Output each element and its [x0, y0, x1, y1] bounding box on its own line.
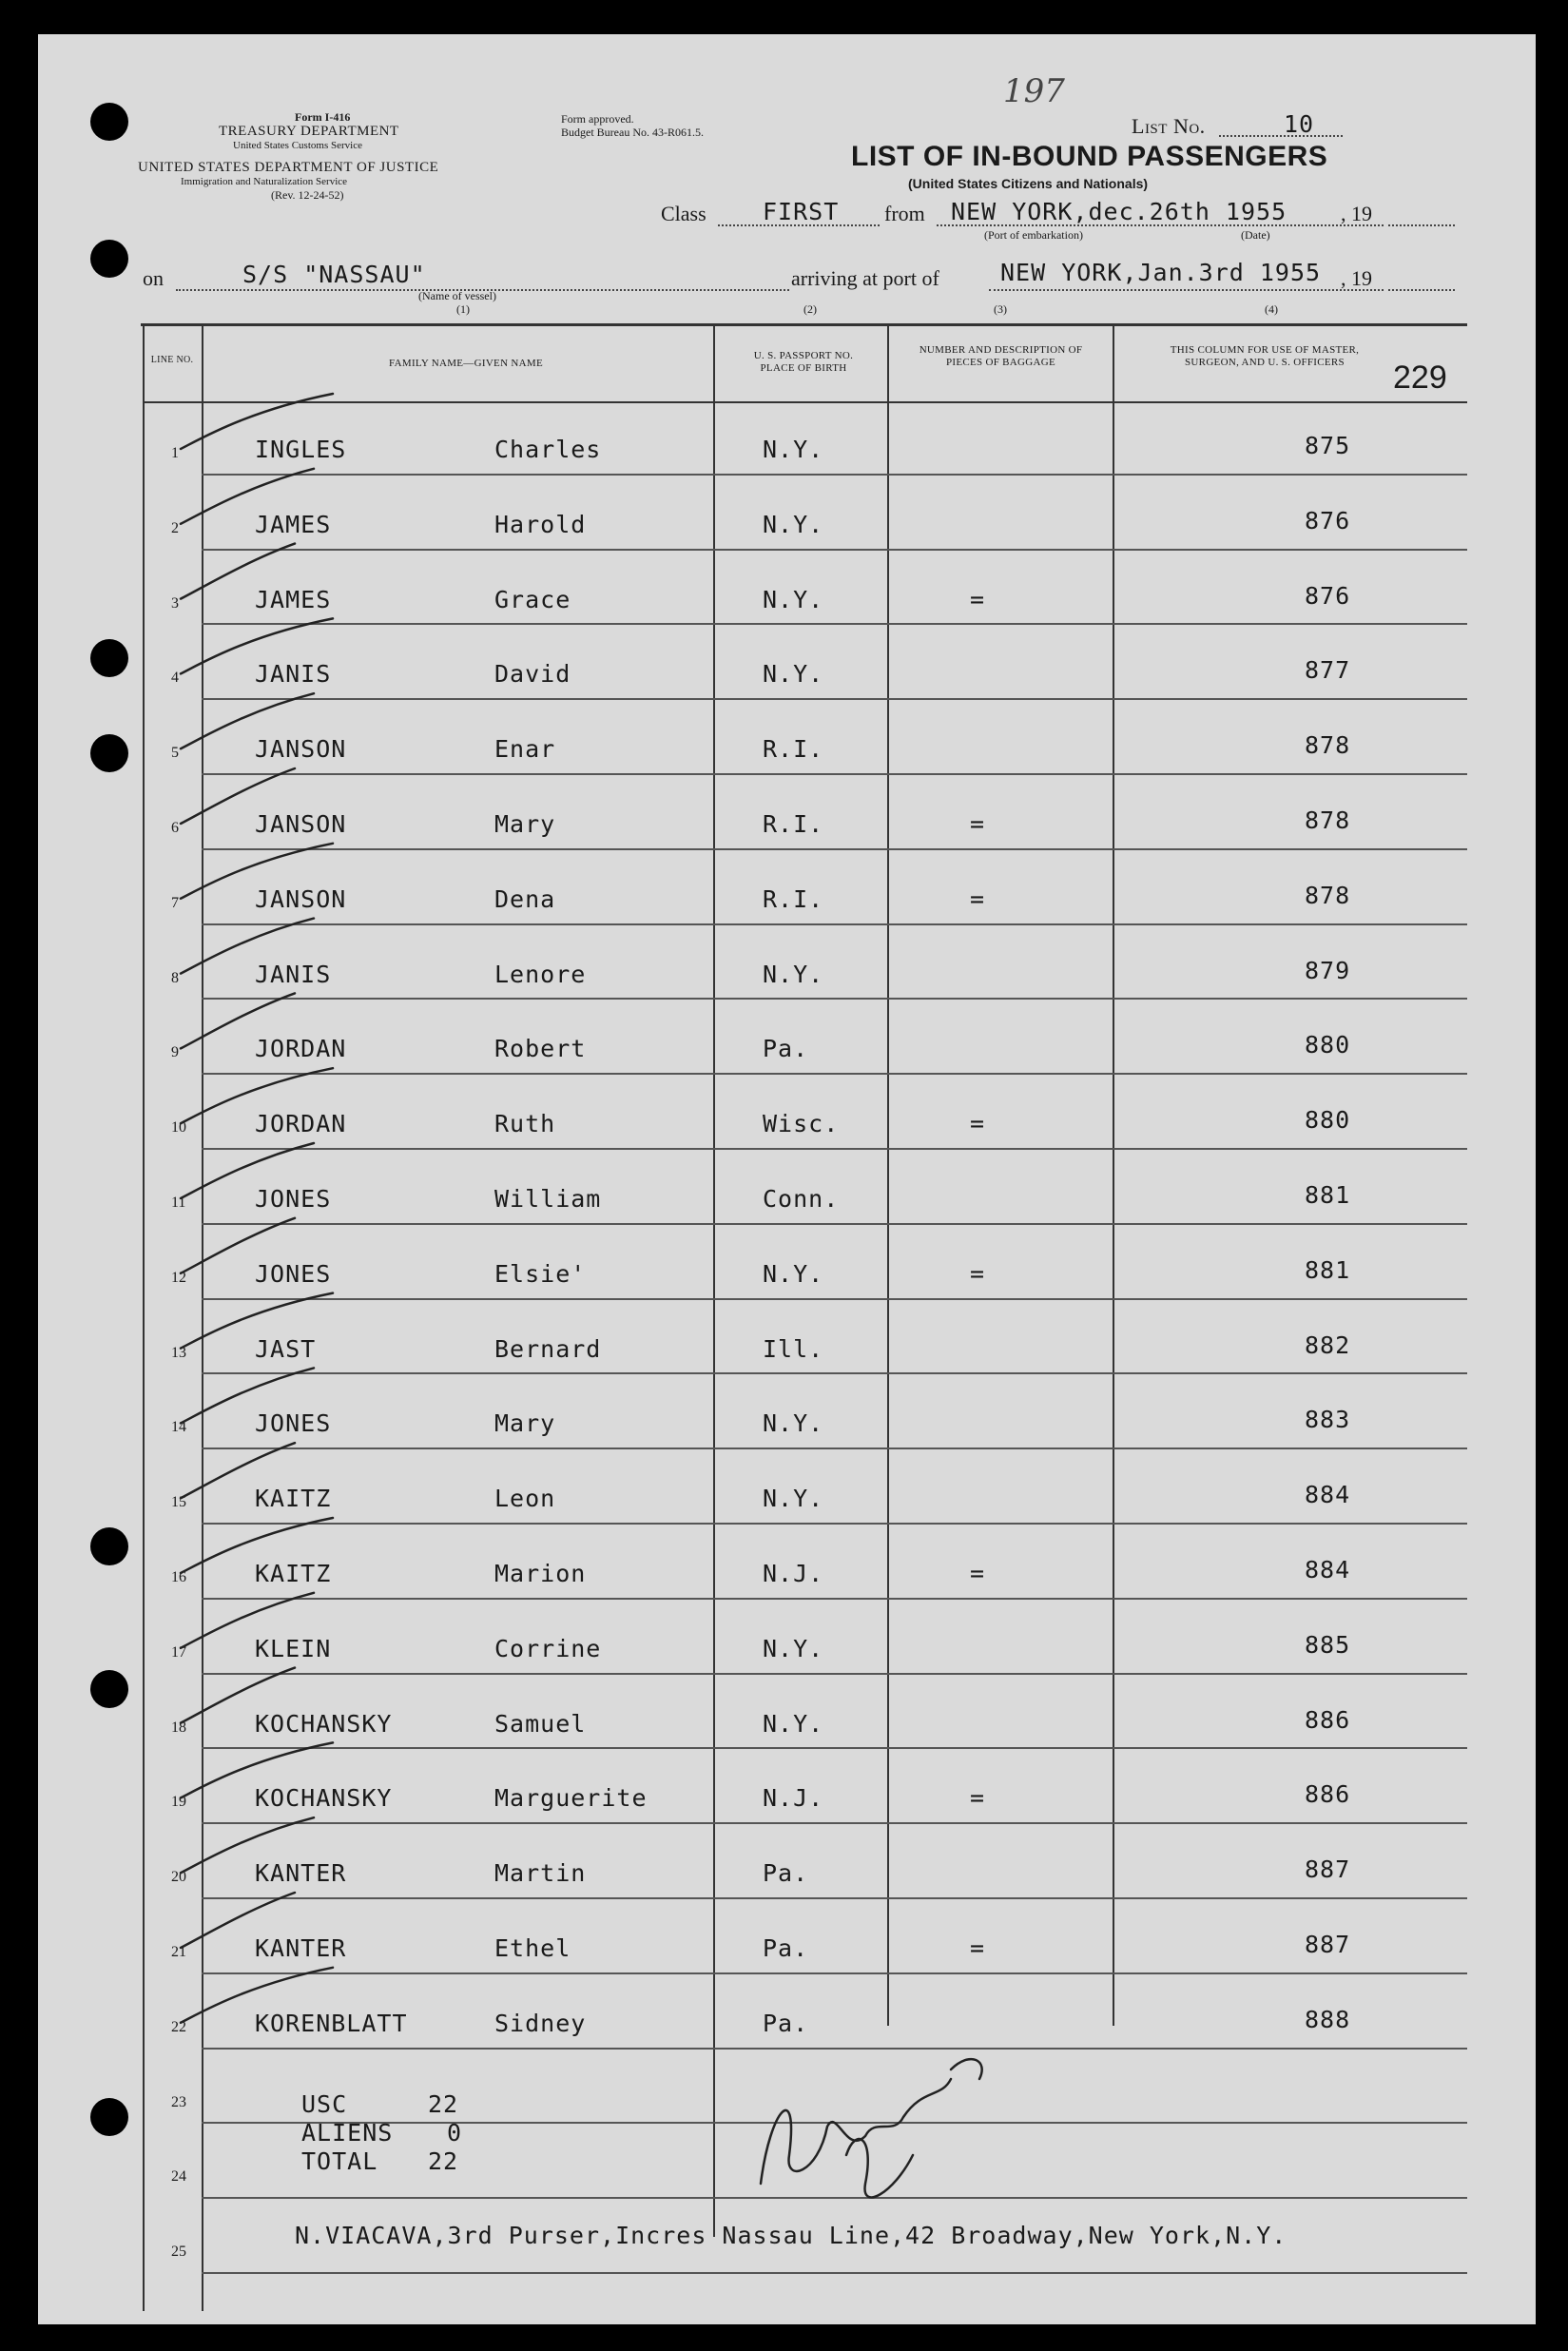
check-mark-icon [181, 1068, 333, 1123]
total-value: 22 [428, 2147, 459, 2175]
line-number: 6 [171, 820, 179, 836]
officer-number: 887 [1305, 1931, 1351, 1958]
family-name: JAST [255, 1334, 317, 1363]
aliens-label: ALIENS [301, 2119, 394, 2147]
date-note: (Date) [1241, 228, 1270, 242]
family-name: JORDAN [255, 1110, 347, 1138]
officer-number: 876 [1305, 581, 1351, 610]
place-of-birth: N.Y. [763, 510, 824, 538]
line-number: 16 [171, 1569, 186, 1585]
revision: (Rev. 12-24-52) [271, 188, 344, 202]
given-name: Robert [494, 1035, 587, 1063]
line-number: 25 [171, 2244, 186, 2261]
line-number: 2 [171, 519, 179, 536]
column-header-passport: U. S. PASSPORT NO. PLACE OF BIRTH [753, 350, 854, 374]
check-mark-icon [181, 1668, 295, 1723]
family-name: KLEIN [255, 1634, 332, 1662]
place-of-birth: Pa. [763, 1035, 809, 1063]
place-of-birth: N.Y. [763, 436, 824, 463]
department-of-justice: UNITED STATES DEPARTMENT OF JUSTICE [138, 160, 439, 175]
handwritten-top-number: 197 [1003, 72, 1065, 110]
document-subtitle: (United States Citizens and Nationals) [908, 176, 1149, 191]
baggage: = [970, 585, 986, 613]
check-mark-icon [181, 844, 333, 899]
line-number: 19 [171, 1794, 186, 1811]
check-mark-icon [181, 1518, 333, 1573]
family-name: JONES [255, 1409, 332, 1438]
given-name: William [494, 1185, 602, 1213]
given-name: Dena [494, 884, 556, 913]
family-name: KANTER [255, 1859, 347, 1888]
check-mark-icon [181, 919, 314, 974]
family-name: JORDAN [255, 1035, 347, 1063]
form-number: Form I-416 [295, 110, 351, 124]
officer-number: 878 [1305, 731, 1351, 760]
column-2-number: (2) [803, 302, 817, 316]
given-name: Marguerite [494, 1784, 648, 1813]
check-mark-icon [181, 394, 333, 449]
document-title: LIST OF IN-BOUND PASSENGERS [851, 141, 1328, 172]
line-number: 22 [171, 2018, 186, 2035]
column-header-baggage: NUMBER AND DESCRIPTION OF PIECES OF BAGGAGE [919, 344, 1083, 368]
check-mark-icon [181, 993, 295, 1048]
place-of-birth: R.I. [763, 735, 824, 764]
given-name: Mary [494, 810, 556, 838]
family-name: JAMES [255, 585, 332, 613]
total-label: TOTAL [301, 2147, 378, 2175]
given-name: Sidney [494, 2009, 587, 2037]
line-number: 13 [171, 1344, 186, 1361]
officer-number: 877 [1305, 656, 1351, 685]
line-number: 10 [171, 1119, 186, 1137]
from-value: NEW YORK,dec.26th 1955 [951, 198, 1287, 225]
arriving-value: NEW YORK,Jan.3rd 1955 [1000, 259, 1322, 286]
place-of-birth: N.J. [763, 1560, 824, 1587]
baggage: = [970, 884, 986, 913]
baggage: = [970, 1259, 986, 1288]
family-name: JANSON [255, 884, 347, 913]
officer-number: 882 [1305, 1331, 1351, 1359]
place-of-birth: N.J. [763, 1784, 824, 1813]
officer-number: 888 [1305, 2005, 1351, 2033]
officer-number: 887 [1305, 1856, 1351, 1884]
page-number: 229 [1393, 359, 1447, 396]
manifest-sheet [38, 34, 1536, 2324]
line-number: 9 [171, 1044, 179, 1061]
family-name: JANIS [255, 960, 332, 988]
class-value: FIRST [763, 198, 840, 225]
line-number: 17 [171, 1643, 186, 1661]
class-label: Class [661, 202, 707, 225]
place-of-birth: N.Y. [763, 660, 824, 689]
baggage: = [970, 1934, 986, 1962]
line-number: 1 [171, 445, 179, 461]
given-name: Lenore [494, 960, 587, 988]
family-name: JAMES [255, 510, 332, 538]
line-number: 11 [171, 1195, 186, 1211]
line-number: 8 [171, 969, 179, 986]
place-of-birth: Pa. [763, 1934, 809, 1962]
family-name: JONES [255, 1259, 332, 1288]
family-name: KORENBLATT [255, 2009, 408, 2037]
given-name: Charles [494, 436, 602, 463]
check-mark-icon [181, 618, 333, 673]
given-name: Leon [494, 1485, 556, 1513]
given-name: David [494, 660, 571, 689]
place-of-birth: R.I. [763, 810, 824, 838]
check-mark-icon [181, 1742, 333, 1797]
place-of-birth: N.Y. [763, 1485, 824, 1513]
column-4-number: (4) [1265, 302, 1278, 316]
line-number: 12 [171, 1269, 186, 1286]
purser-line: N.VIACAVA,3rd Purser,Incres Nassau Line,42 Broadway,New York,N.Y. [295, 2222, 1287, 2249]
officer-number: 880 [1305, 1106, 1351, 1135]
given-name: Ethel [494, 1934, 571, 1962]
vessel-name: S/S "NASSAU" [242, 261, 426, 288]
line-number: 5 [171, 745, 179, 762]
check-mark-icon [181, 1218, 295, 1273]
place-of-birth: N.Y. [763, 1634, 824, 1662]
given-name: Grace [494, 585, 571, 613]
given-name: Mary [494, 1409, 556, 1438]
place-of-birth: Ill. [763, 1334, 824, 1363]
baggage: = [970, 810, 986, 838]
family-name: KANTER [255, 1934, 347, 1962]
officer-number: 881 [1305, 1181, 1351, 1209]
budget-bureau: Budget Bureau No. 43-R061.5. [561, 126, 704, 139]
year-suffix: , 19 [1341, 202, 1372, 225]
from-label: from [884, 202, 925, 225]
place-of-birth: Conn. [763, 1185, 840, 1213]
usc-label: USC [301, 2090, 348, 2118]
vessel-note: (Name of vessel) [418, 289, 496, 302]
line-number: 20 [171, 1869, 186, 1886]
customs-service: United States Customs Service [233, 140, 362, 151]
given-name: Enar [494, 735, 556, 764]
check-mark-icon [181, 469, 314, 524]
aliens-value: 0 [447, 2119, 463, 2147]
column-header-line-no: LINE NO. [150, 355, 194, 365]
given-name: Harold [494, 510, 587, 538]
line-number: 3 [171, 594, 179, 612]
line-number: 15 [171, 1494, 186, 1511]
given-name: Bernard [494, 1334, 602, 1363]
check-mark-icon [181, 1593, 314, 1648]
usc-value: 22 [428, 2090, 459, 2118]
given-name: Ruth [494, 1110, 556, 1138]
line-number: 24 [171, 2168, 186, 2186]
treasury-department: TREASURY DEPARTMENT [219, 124, 399, 139]
check-mark-icon [181, 1968, 333, 2023]
officer-number: 884 [1305, 1481, 1351, 1509]
place-of-birth: N.Y. [763, 960, 824, 988]
check-mark-icon [181, 1368, 314, 1423]
officer-number: 875 [1305, 432, 1351, 459]
place-of-birth: Pa. [763, 1859, 809, 1888]
column-1-number: (1) [456, 302, 470, 316]
family-name: JANIS [255, 660, 332, 689]
list-no-label: List No. [1132, 114, 1206, 138]
officer-number: 879 [1305, 956, 1351, 984]
given-name: Martin [494, 1859, 587, 1888]
family-name: JANSON [255, 735, 347, 764]
officer-number: 878 [1305, 881, 1351, 909]
officer-number: 876 [1305, 506, 1351, 534]
ins: Immigration and Naturalization Service [181, 176, 348, 187]
column-header-officers: THIS COLUMN FOR USE OF MASTER, SURGEON, AND U. S. OFFICERS [1170, 344, 1360, 368]
given-name: Samuel [494, 1709, 587, 1738]
check-mark-icon [181, 1293, 333, 1349]
baggage: = [970, 1784, 986, 1813]
column-header-name: FAMILY NAME—GIVEN NAME [389, 358, 543, 369]
year-suffix: , 19 [1341, 266, 1372, 290]
place-of-birth: N.Y. [763, 1409, 824, 1438]
family-name: KAITZ [255, 1485, 332, 1513]
given-name: Corrine [494, 1634, 602, 1662]
arriving-label: arriving at port of [791, 266, 939, 290]
place-of-birth: Wisc. [763, 1110, 840, 1138]
baggage: = [970, 1560, 986, 1587]
family-name: JONES [255, 1185, 332, 1213]
officer-number: 883 [1305, 1406, 1351, 1434]
place-of-birth: Pa. [763, 2009, 809, 2037]
line-number: 7 [171, 894, 179, 911]
officer-number: 884 [1305, 1556, 1351, 1584]
family-name: KAITZ [255, 1560, 332, 1587]
check-mark-icon [181, 1893, 295, 1948]
baggage: = [970, 1110, 986, 1138]
list-no-value: 10 [1284, 110, 1315, 138]
tick-marks [38, 34, 1536, 2324]
column-3-number: (3) [994, 302, 1007, 316]
given-name: Elsie' [494, 1259, 587, 1288]
officer-number: 886 [1305, 1705, 1351, 1734]
officer-number: 885 [1305, 1630, 1351, 1659]
officer-number: 878 [1305, 806, 1351, 834]
check-mark-icon [181, 768, 295, 824]
line-number: 4 [171, 670, 179, 687]
officer-number: 881 [1305, 1255, 1351, 1284]
check-mark-icon [181, 1817, 314, 1873]
check-mark-icon [181, 544, 295, 599]
check-mark-icon [181, 1143, 314, 1198]
family-name: KOCHANSKY [255, 1784, 393, 1813]
line-number: 14 [171, 1419, 186, 1436]
form-approved: Form approved. [561, 112, 634, 126]
given-name: Marion [494, 1560, 587, 1587]
place-of-birth: N.Y. [763, 585, 824, 613]
check-mark-icon [181, 1443, 295, 1498]
family-name: INGLES [255, 436, 347, 463]
line-number: 23 [171, 2093, 186, 2110]
line-number: 21 [171, 1944, 186, 1960]
line-number: 18 [171, 1719, 186, 1736]
port-of-embarkation-note: (Port of embarkation) [984, 228, 1083, 242]
place-of-birth: N.Y. [763, 1259, 824, 1288]
officer-number: 880 [1305, 1031, 1351, 1059]
family-name: KOCHANSKY [255, 1709, 393, 1738]
place-of-birth: N.Y. [763, 1709, 824, 1738]
officer-number: 886 [1305, 1780, 1351, 1809]
check-mark-icon [181, 693, 314, 748]
on-label: on [143, 266, 164, 290]
place-of-birth: R.I. [763, 884, 824, 913]
family-name: JANSON [255, 810, 347, 838]
